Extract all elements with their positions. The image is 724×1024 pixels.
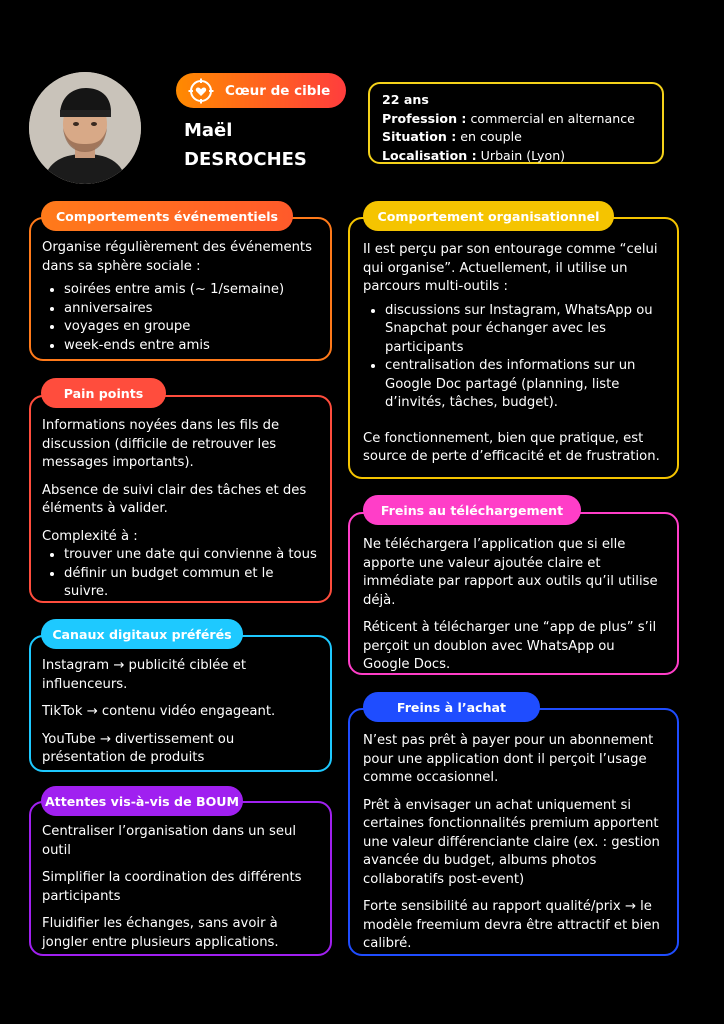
situation-row — [382, 128, 650, 147]
profession-label: Profession : — [382, 110, 467, 126]
list-item: • centralisation des informations sur un Google Doc partagé (planning, liste d’invités, tâches, budget). — [385, 357, 664, 413]
events-title: Comportements événementiels — [41, 201, 293, 231]
first-name: Maël — [184, 120, 233, 141]
channels-text-3: YouTube → divertissement ou présentation de produits — [42, 731, 235, 765]
last-name: DESROCHES — [184, 149, 307, 170]
channels-title: Canaux digitaux préférés — [41, 619, 243, 649]
location-value: Urbain (Lyon) — [480, 147, 566, 163]
pain-title: Pain points — [41, 378, 166, 408]
events-list — [42, 281, 319, 355]
list-item: • voyages en groupe — [64, 318, 319, 337]
list-item: • définir un budget commun et le suivre. — [64, 565, 319, 602]
list-item: • discussions sur Instagram, WhatsApp ou Snapchat pour échanger avec les participants — [385, 302, 664, 358]
purchase-title: Freins à l’achat — [363, 692, 540, 722]
purchase-card — [348, 708, 679, 956]
purchase-text-3: Forte sensibilité au rapport qualité/prix → le modèle freemium devra être attractif et bien calibré. — [363, 899, 660, 951]
pain-card — [29, 395, 332, 603]
org-outro: Ce fonctionnement, bien que pratique, est source de perte d’efficacité et de frustration. — [363, 430, 660, 464]
channels-text-1: Instagram → publicité ciblée et influenceurs. — [42, 658, 246, 692]
download-text-1: Ne téléchargera l’application que si elle apporte une valeur ajoutée claire et immédiate par rapport aux outils qu’il utilise déjà. — [363, 537, 658, 608]
org-title: Comportement organisationnel — [363, 201, 614, 231]
target-heart-icon — [187, 77, 215, 105]
org-card — [348, 217, 679, 479]
expect-text-2: Simplifier la coordination des différents participants — [42, 870, 302, 904]
events-card — [29, 217, 332, 361]
pain-text-3: Complexité à : — [42, 528, 138, 544]
list-item: • anniversaires — [64, 300, 319, 319]
pain-text-1: Informations noyées dans les fils de discussion (difficile de retrouver les messages importants). — [42, 418, 280, 470]
persona-name — [184, 116, 307, 174]
expect-card — [29, 801, 332, 956]
channels-card — [29, 635, 332, 772]
list-item: • soirées entre amis (~ 1/semaine) — [64, 281, 319, 300]
download-card — [348, 512, 679, 675]
events-intro: Organise régulièrement des événements dans sa sphère sociale : — [42, 240, 312, 274]
expect-text-1: Centraliser l’organisation dans un seul outil — [42, 824, 297, 858]
identity-box — [368, 82, 664, 164]
list-item: • week-ends entre amis — [64, 337, 319, 356]
profession-row — [382, 110, 650, 129]
pain-text-2: Absence de suivi clair des tâches et des éléments à valider. — [42, 482, 307, 516]
channels-text-2: TikTok → contenu vidéo engageant. — [42, 704, 276, 719]
expect-text-3: Fluidifier les échanges, sans avoir à jongler entre plusieurs applications. — [42, 916, 279, 950]
org-list — [363, 302, 664, 413]
persona-tag — [176, 73, 346, 108]
situation-label: Situation : — [382, 129, 457, 144]
org-intro: Il est perçu par son entourage comme “celui qui organise”. Actuellement, il utilise un parcours multi-outils : — [363, 242, 658, 294]
pain-list — [42, 546, 319, 602]
location-row — [382, 147, 650, 166]
expect-title: Attentes vis-à-vis de BOUM — [41, 786, 243, 816]
purchase-text-1: N’est pas prêt à payer pour un abonnement pour une application dont il perçoit l’usage comme occasionnel. — [363, 733, 654, 785]
list-item: • trouver une date qui convienne à tous — [64, 546, 319, 565]
purchase-text-2: Prêt à envisager un achat uniquement si certaines fonctionnalités premium apportent une valeur différenciante claire (ex. : gestion avancée du budget, albums photos collaboratifs post-event) — [363, 797, 660, 887]
download-text-2: Réticent à télécharger une “app de plus” s’il perçoit un doublon avec WhatsApp ou Google Docs. — [363, 620, 657, 672]
profession-value: commercial en alternance — [470, 110, 635, 126]
age: 22 ans — [382, 92, 429, 107]
location-label: Localisation : — [382, 147, 477, 163]
persona-tag-label: Cœur de cible — [225, 82, 331, 99]
avatar — [29, 72, 141, 184]
situation-value: en couple — [460, 129, 522, 144]
download-title: Freins au téléchargement — [363, 495, 581, 525]
